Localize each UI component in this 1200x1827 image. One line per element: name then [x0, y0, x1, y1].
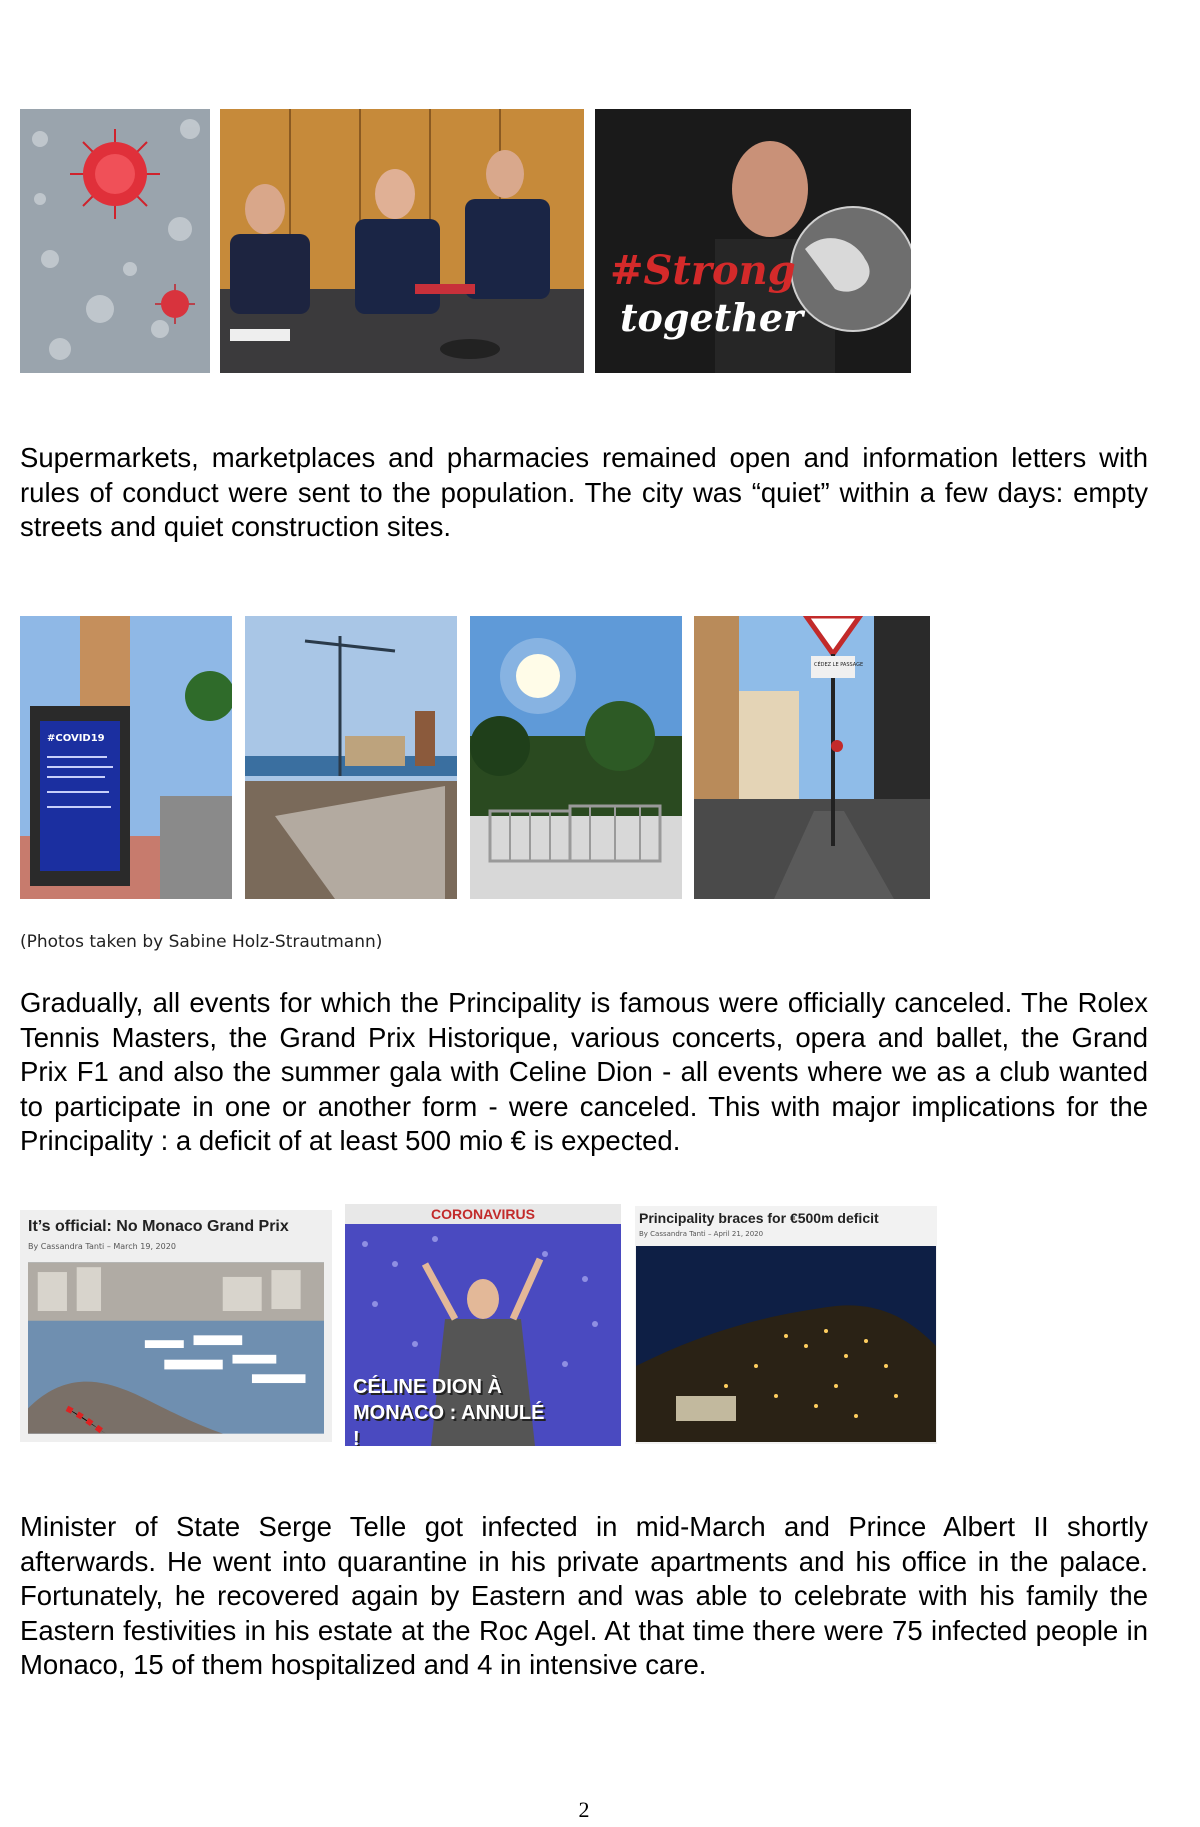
clipping-celine-dion: [345, 1204, 621, 1446]
clipping-grand-prix-headline: It’s official: No Monaco Grand Prix: [28, 1218, 289, 1235]
paragraph-prince-infected: Minister of State Serge Telle got infected in mid-March and Prince Albert II shortly afterwards. He went into quarantine in his private apartments and his office in the palace. Fortunately, he recovered again by Eastern and was able to celebrate with his family the Eastern festivities in his estate at the Roc Agel. At that time there were 75 infected people in Monaco, 15 of them hospitalized and 4 in intensive care.: [20, 1511, 1148, 1680]
park-barrier-photo: [470, 616, 682, 899]
svg-text:#Strong: #Strong: [610, 247, 796, 294]
clipping-deficit: [635, 1206, 937, 1444]
virus-illustration-photo: [20, 109, 210, 373]
photo-caption: (Photos taken by Sabine Holz-Strautmann): [20, 932, 383, 952]
clipping-grand-prix: [20, 1210, 332, 1442]
clipping-deficit-byline: By Cassandra Tanti – April 21, 2020: [639, 1230, 764, 1238]
page-number: 2: [578, 1797, 590, 1822]
clipping-grand-prix-byline: By Cassandra Tanti – March 19, 2020: [28, 1242, 176, 1251]
clipping-celine-headline: CÉLINE DION À MONACO : ANNULÉ !: [353, 1376, 545, 1446]
monaco-night-photo: [636, 1246, 936, 1442]
strong-together-photo: [595, 109, 911, 373]
paragraph-open-shops: Supermarkets, marketplaces and pharmacies remained open and information letters with rules of conduct were sent to the population. The city was “quiet” within a few days: empty streets and quiet construction sites.: [20, 442, 1148, 542]
yield-sign-label: CÉDEZ LE PASSAGE: [814, 662, 864, 668]
construction-site-photo: [245, 616, 457, 899]
clipping-banner: CORONAVIRUS: [345, 1204, 621, 1224]
covid-info-screen-photo: [20, 616, 232, 899]
covid-screen-label: #COVID19: [47, 733, 105, 744]
empty-street-photo: [694, 616, 930, 899]
meeting-photo: [220, 109, 584, 373]
clipping-deficit-headline: Principality braces for €500m deficit: [639, 1210, 879, 1226]
paragraph-events-canceled: Gradually, all events for which the Principality is famous were officially canceled. The Rolex Tennis Masters, the Grand Prix Historique, various concerts, opera and ballet, the Grand Prix F1 and also the summer gala with Celine Dion - all events where we as a club wanted to participate in one or another form - were canceled. This with major implications for the Principality : a deficit of at least 500 mio € is expected.: [20, 987, 1148, 1156]
monaco-harbour-photo: [28, 1260, 324, 1436]
svg-text:together: together: [620, 295, 804, 340]
